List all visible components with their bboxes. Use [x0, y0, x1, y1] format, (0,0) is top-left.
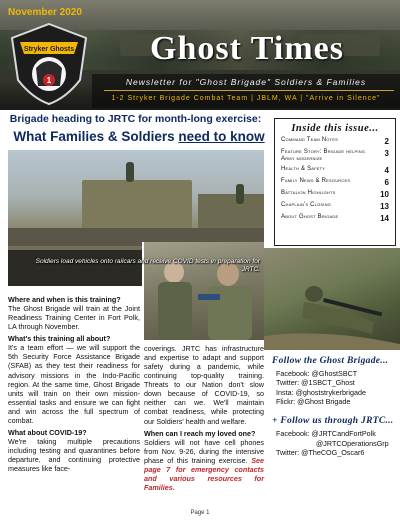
- newsletter-subtitle: Newsletter for "Ghost Brigade" Soldiers & Families: [125, 77, 367, 87]
- toc-item-label: Battalion Highlights: [281, 190, 336, 197]
- logo-banner-text: Stryker Ghosts: [23, 46, 75, 53]
- toc-item[interactable]: [275, 149, 395, 163]
- toc-item[interactable]: [275, 178, 395, 187]
- toc-item-page: 10: [380, 190, 389, 200]
- covid-test-photo: [142, 242, 264, 340]
- emergency-contacts-note: See page 7 for emergency contacts and various resources for Families.: [144, 455, 264, 492]
- photo-vehicle: [82, 180, 192, 232]
- answer-covid-continued: coverings. JRTC has infrastructure and expertise to adapt and support safety during a pandemic, while continuing top-quality training. Threats to our Nation don't slow down because of COVID-19, so neither can we. We'll maintain combat readiness, while protecting our Soldiers' health and welfare.: [144, 344, 264, 426]
- masthead: [0, 0, 400, 110]
- photo-vehicle: [198, 194, 264, 232]
- logo-number: 1: [46, 76, 52, 85]
- issue-date: November 2020: [8, 7, 82, 18]
- answer-purpose: It's a team effort — we will support the 5th Security Force Assistance Brigade (SFAB) as they test their readiness for advisory missions in the Indo-Pacific region. At the same time, Ghost Brigade units will train on their own mission-essential tasks and ensure we can fight and win across the full spectrum of combat.: [8, 343, 140, 425]
- article-column-left: [8, 292, 140, 476]
- toc-item-label: Command Team Notes: [281, 137, 338, 143]
- toc-item-page: 4: [384, 166, 389, 176]
- social-link-flickr[interactable]: Flickr: @Ghost Brigade: [276, 397, 351, 407]
- masthead-divider: [104, 90, 394, 91]
- toc-item-page: 6: [384, 178, 389, 188]
- toc-item[interactable]: [275, 202, 395, 211]
- article-column-right: [144, 344, 264, 495]
- social-link-facebook[interactable]: Facebook: @GhostSBCT: [276, 369, 358, 378]
- answer-covid: We're taking multiple precautions including testing and quarantines before departure, and continuing protective measures like face-: [8, 436, 140, 474]
- toc-item-page: 13: [380, 202, 389, 212]
- toc-item[interactable]: [275, 214, 395, 223]
- ghost-brigade-logo: [6, 20, 92, 106]
- follow-heading: Follow the Ghost Brigade...: [272, 356, 389, 366]
- page-number: Page 1: [190, 510, 210, 516]
- toc-title: Inside this issue...: [291, 123, 379, 134]
- toc-item-page: 3: [384, 149, 389, 158]
- field-soldier-figure: [264, 248, 400, 350]
- inside-this-issue-box: [274, 118, 396, 246]
- unit-line: 1-2 Stryker Brigade Combat Team | JBLM, WA | "Arrive in Silence": [111, 95, 381, 102]
- jrtc-link-facebook-ops[interactable]: @JRTCOperationsGrp: [316, 438, 389, 448]
- toc-item-label: Family News & Resources: [281, 178, 351, 185]
- question-covid: What about COVID-19?: [8, 427, 87, 437]
- toc-item-page: 2: [384, 137, 389, 146]
- photo-caption: Soldiers load vehicles onto railcars and receive COVID tests in preparation for JRTC.: [35, 258, 260, 274]
- toc-item[interactable]: [275, 190, 395, 199]
- article-headline: Brigade heading to JRTC for month-long exercise:: [9, 113, 262, 125]
- social-link-instagram[interactable]: Insta: @ghoststrykerbrigade: [276, 387, 366, 397]
- toc-item[interactable]: [275, 166, 395, 175]
- question-purpose: What's this training all about?: [8, 334, 111, 344]
- toc-item-label: Chaplain's Closing: [281, 202, 331, 209]
- question-contact: When can I reach my loved one?: [144, 428, 256, 438]
- social-link-twitter[interactable]: Twitter: @1SBCT_Ghost: [276, 378, 355, 388]
- jrtc-link-facebook[interactable]: Facebook: @JRTCandFortPolk: [276, 429, 376, 439]
- newsletter-title: Ghost Times: [150, 30, 344, 67]
- covid-test-figures: [144, 242, 264, 340]
- toc-item-label: Feature Story: Brigade helping Army modernize: [281, 149, 366, 163]
- subhead-text: What Families & Soldiers: [13, 129, 179, 144]
- follow-jrtc-heading: + Follow us through JRTC...: [272, 416, 394, 427]
- photo-soldier: [126, 162, 134, 182]
- answer-contact-text: Soldiers will not have cell phones from Nov. 9-26, during the intensive phase of this training exercise.: [144, 437, 264, 465]
- jrtc-link-twitter[interactable]: Twitter: @TheCOG_Oscar6: [276, 448, 365, 458]
- photo-soldier: [236, 184, 244, 204]
- toc-item[interactable]: [275, 137, 395, 146]
- answer-location: The Ghost Brigade will train at the Joint Readiness Training Center in Fort Polk, LA through November.: [8, 304, 140, 332]
- question-location: Where and when is this training?: [8, 295, 121, 304]
- toc-item-page: 14: [380, 214, 389, 224]
- subhead-underlined: need to know: [178, 129, 265, 144]
- toc-item-label: About Ghost Brigade: [281, 214, 339, 221]
- answer-contact: [144, 438, 264, 492]
- soldier-field-photo: [264, 248, 400, 350]
- toc-item-label: Health & Safety: [281, 166, 326, 173]
- article-subhead: [8, 129, 270, 144]
- social-media-box: [268, 352, 400, 510]
